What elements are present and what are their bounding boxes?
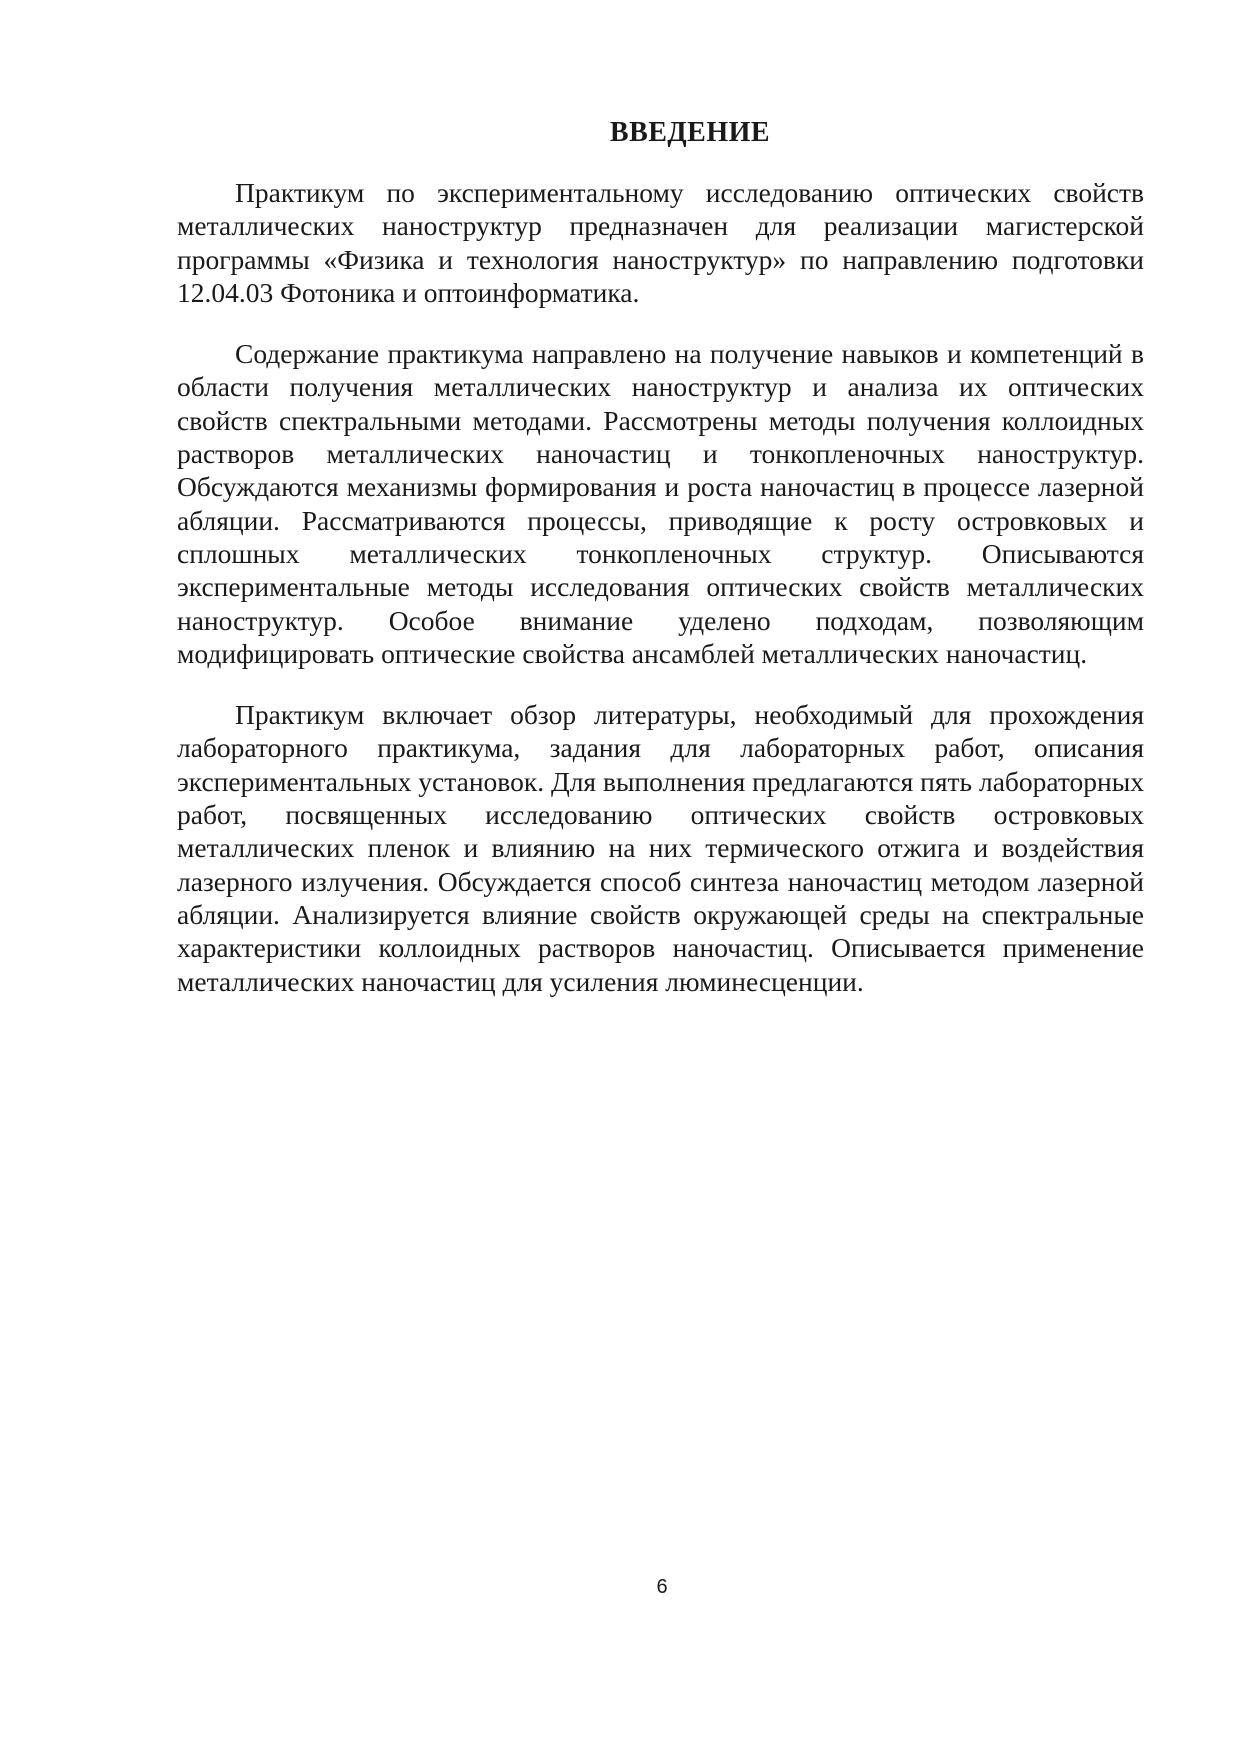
paragraph-1: Практикум по экспериментальному исследованию оптических свойств металлических наноструктур предназначен для реализации магистерской программы «Физика и технология наноструктур» по направлению подготовки 12.04.03 Фотоника и оптоинформатика. — [177, 177, 1144, 308]
paragraph-2: Содержание практикума направлено на получение навыков и компетенций в области получения металлических наноструктур и анализа их оптических свойств спектральными методами. Рассмотрены методы получения коллоидных растворов металлических наночастиц и тонкопленочных наноструктур. Обсуждаются механизмы формирования и роста наночастиц в процессе лазерной абляции. Рассматриваются процессы, приводящие к росту островковых и сплошных металлических тонкопленочных структур. Описываются экспериментальные методы исследования оптических свойств металлических наноструктур. Особое внимание уделено подходам, позволяющим модифицировать оптические свойства ансамблей металлических наночастиц. — [177, 338, 1144, 669]
body-text — [177, 176, 1144, 1026]
section-heading: ВВЕДЕНИЕ — [609, 117, 771, 148]
paragraph-3: Практикум включает обзор литературы, необходимый для прохождения лабораторного практикума, задания для лабораторных работ, описания экспериментальных установок. Для выполнения предлагаются пять лабораторных работ, посвященных исследованию оптических свойств островковых металлических пленок и влиянию на них термического отжига и воздействия лазерного излучения. Обсуждается способ синтеза наночастиц методом лазерной абляции. Анализируется влияние свойств окружающей среды на спектральные характеристики коллоидных растворов наночастиц. Описывается применение металлических наночастиц для усиления люминесценции. — [177, 699, 1144, 997]
page-number: 6 — [656, 1576, 668, 1598]
